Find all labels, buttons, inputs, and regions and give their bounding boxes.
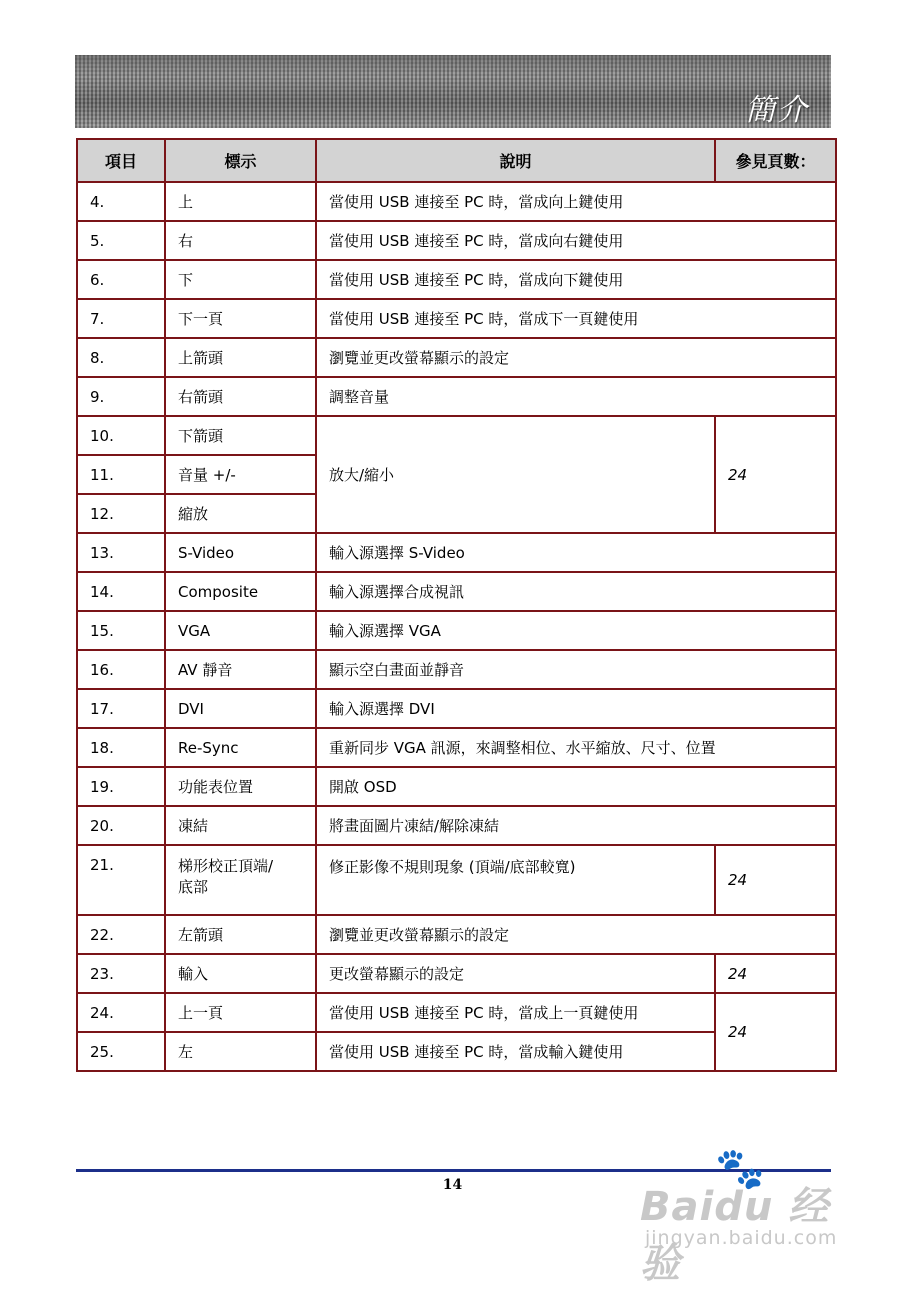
item-label: 上一頁 xyxy=(165,993,316,1032)
watermark-url: jingyan.baidu.com xyxy=(645,1227,838,1249)
header-banner xyxy=(75,55,831,128)
item-label: 凍結 xyxy=(165,806,316,845)
item-number: 14. xyxy=(77,572,165,611)
item-label: 右 xyxy=(165,221,316,260)
item-label: VGA xyxy=(165,611,316,650)
item-number: 25. xyxy=(77,1032,165,1071)
item-description: 輸入源選擇合成視訊 xyxy=(316,572,836,611)
footer-divider xyxy=(76,1169,831,1172)
item-number: 24. xyxy=(77,993,165,1032)
item-label: 輸入 xyxy=(165,954,316,993)
item-description: 當使用 USB 連接至 PC 時，當成上一頁鍵使用 xyxy=(316,993,715,1032)
table-row xyxy=(77,993,836,1032)
reference-page: 24 xyxy=(715,416,836,533)
column-header-reference: 參見頁數： xyxy=(715,139,836,182)
item-number: 13. xyxy=(77,533,165,572)
table-row xyxy=(77,377,836,416)
spec-table xyxy=(76,138,837,1072)
item-label-line-1: 梯形校正頂端/ xyxy=(178,857,274,875)
page-number: 14 xyxy=(442,1177,463,1193)
item-description: 更改螢幕顯示的設定 xyxy=(316,954,715,993)
table-row xyxy=(77,299,836,338)
item-label: Composite xyxy=(165,572,316,611)
item-label: 下箭頭 xyxy=(165,416,316,455)
item-label: Re-Sync xyxy=(165,728,316,767)
table-row xyxy=(77,650,836,689)
item-description: 輸入源選擇 S-Video xyxy=(316,533,836,572)
item-description: 調整音量 xyxy=(316,377,836,416)
table-row xyxy=(77,689,836,728)
item-number: 9. xyxy=(77,377,165,416)
item-label: 右箭頭 xyxy=(165,377,316,416)
item-number: 4. xyxy=(77,182,165,221)
item-label: 上 xyxy=(165,182,316,221)
item-number: 20. xyxy=(77,806,165,845)
item-label: 功能表位置 xyxy=(165,767,316,806)
item-label: S-Video xyxy=(165,533,316,572)
item-number: 6. xyxy=(77,260,165,299)
table-row xyxy=(77,572,836,611)
table-row xyxy=(77,806,836,845)
item-description: 修正影像不規則現象 (頂端/底部較寬) xyxy=(316,845,715,915)
table-row xyxy=(77,221,836,260)
item-label: 左 xyxy=(165,1032,316,1071)
item-description: 瀏覽並更改螢幕顯示的設定 xyxy=(316,338,836,377)
table-row xyxy=(77,533,836,572)
item-number: 12. xyxy=(77,494,165,533)
item-number: 8. xyxy=(77,338,165,377)
watermark-brand: Baidu 经验 xyxy=(640,1184,830,1287)
table-header-row xyxy=(77,139,836,182)
item-number: 15. xyxy=(77,611,165,650)
item-label: 下 xyxy=(165,260,316,299)
item-description: 放大/縮小 xyxy=(316,416,715,533)
item-label xyxy=(165,845,316,915)
item-description: 瀏覽並更改螢幕顯示的設定 xyxy=(316,915,836,954)
item-label: 下一頁 xyxy=(165,299,316,338)
item-description: 當使用 USB 連接至 PC 時，當成向下鍵使用 xyxy=(316,260,836,299)
item-label: 音量 +/- xyxy=(165,455,316,494)
table-row xyxy=(77,728,836,767)
item-number: 21. xyxy=(77,845,165,915)
column-header-description: 說明 xyxy=(316,139,715,182)
item-label: AV 靜音 xyxy=(165,650,316,689)
table-row xyxy=(77,260,836,299)
item-description: 輸入源選擇 DVI xyxy=(316,689,836,728)
table-row xyxy=(77,845,836,915)
item-description: 開啟 OSD xyxy=(316,767,836,806)
table-row xyxy=(77,954,836,993)
item-label: 左箭頭 xyxy=(165,915,316,954)
reference-page: 24 xyxy=(715,993,836,1071)
watermark xyxy=(640,1145,870,1287)
table-row xyxy=(77,338,836,377)
item-number: 5. xyxy=(77,221,165,260)
table-row xyxy=(77,767,836,806)
item-number: 10. xyxy=(77,416,165,455)
item-description: 輸入源選擇 VGA xyxy=(316,611,836,650)
item-number: 7. xyxy=(77,299,165,338)
item-description: 當使用 USB 連接至 PC 時，當成下一頁鍵使用 xyxy=(316,299,836,338)
item-description: 重新同步 VGA 訊源，來調整相位、水平縮放、尺寸、位置 xyxy=(316,728,836,767)
reference-page: 24 xyxy=(715,954,836,993)
column-header-item: 項目 xyxy=(77,139,165,182)
item-number: 11. xyxy=(77,455,165,494)
item-number: 18. xyxy=(77,728,165,767)
item-description: 當使用 USB 連接至 PC 時，當成輸入鍵使用 xyxy=(316,1032,715,1071)
table-row xyxy=(77,182,836,221)
item-description: 顯示空白畫面並靜音 xyxy=(316,650,836,689)
section-title: 簡介 xyxy=(745,93,809,128)
item-label: 上箭頭 xyxy=(165,338,316,377)
table-row xyxy=(77,915,836,954)
item-label: 縮放 xyxy=(165,494,316,533)
item-label: DVI xyxy=(165,689,316,728)
item-label-line-2: 底部 xyxy=(178,878,209,896)
item-number: 19. xyxy=(77,767,165,806)
table-row xyxy=(77,611,836,650)
item-number: 23. xyxy=(77,954,165,993)
item-description: 當使用 USB 連接至 PC 時，當成向右鍵使用 xyxy=(316,221,836,260)
paw-icon: 🐾 xyxy=(715,1146,765,1192)
item-description: 將畫面圖片凍結/解除凍結 xyxy=(316,806,836,845)
item-number: 17. xyxy=(77,689,165,728)
reference-page: 24 xyxy=(715,845,836,915)
column-header-label: 標示 xyxy=(165,139,316,182)
item-description: 當使用 USB 連接至 PC 時，當成向上鍵使用 xyxy=(316,182,836,221)
item-number: 16. xyxy=(77,650,165,689)
table-row xyxy=(77,416,836,455)
item-number: 22. xyxy=(77,915,165,954)
